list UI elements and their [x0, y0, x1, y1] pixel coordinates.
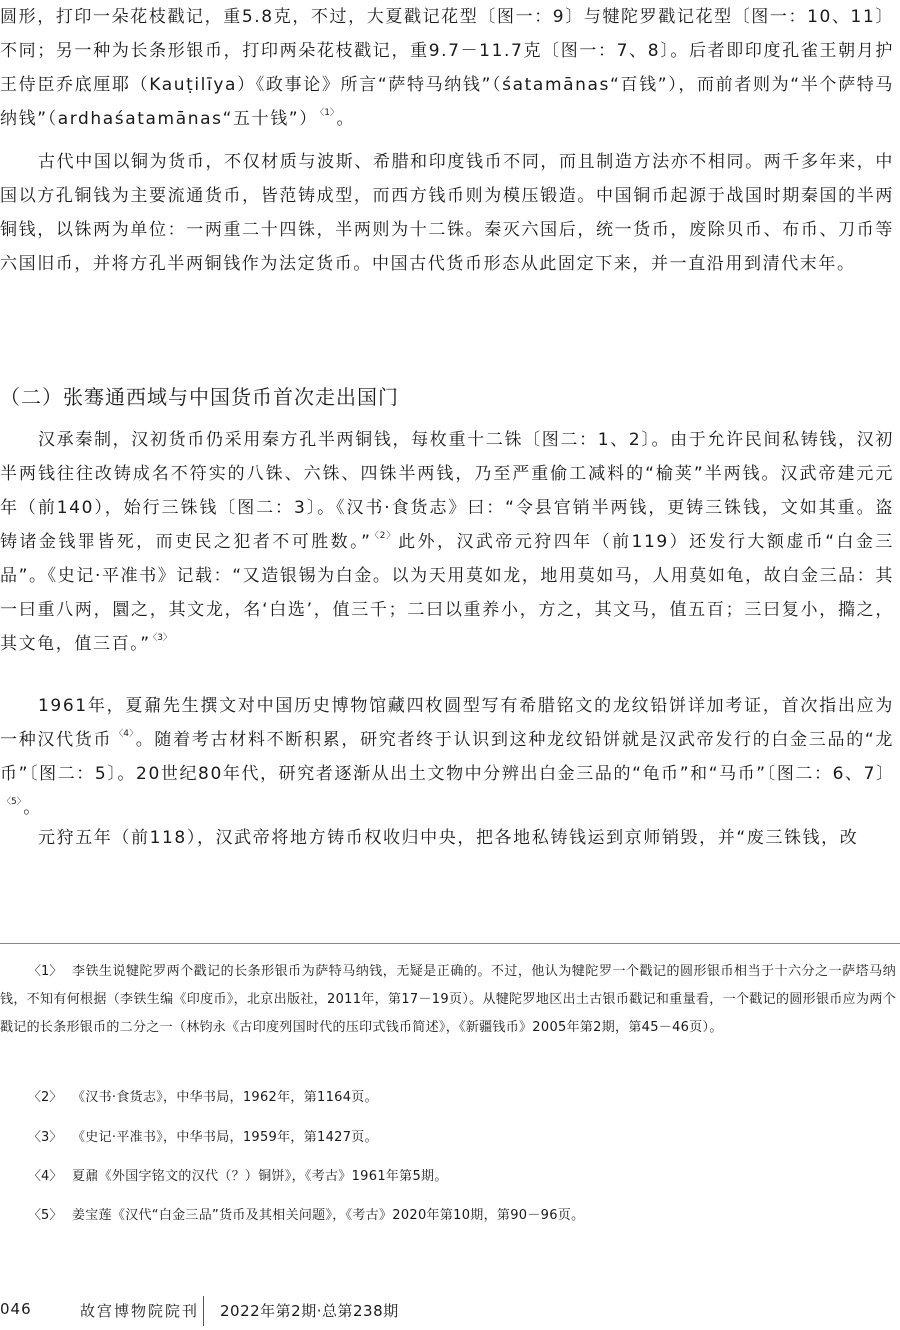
- footnote-1: [0, 958, 900, 1042]
- footnote-text: 《汉书·食货志》，中华书局，1962年，第1164页。: [72, 1090, 378, 1105]
- paragraph-1: [0, 0, 900, 136]
- footnote-ref-1[interactable]: 〈1〉: [319, 108, 335, 118]
- footer-divider: [203, 1296, 204, 1326]
- footnote-ref-5[interactable]: 〈5〉: [2, 797, 22, 807]
- paragraph-4: [0, 689, 900, 825]
- footnote-ref-3[interactable]: 〈3〉: [152, 633, 172, 643]
- footnote-divider: [0, 943, 900, 944]
- footnote-number: 〈5〉: [28, 1208, 63, 1223]
- paragraph-3-text-a: 汉承秦制，汉初货币仍采用秦方孔半两铜钱，每枚重十二铢〔图二：1、2〕。由于允许民间私铸钱，汉初半两钱往往改铸成名不符实的八铢、六铢、四铢半两钱，乃至严重偷工减料的“榆荚”半两钱。汉武帝建元元年（前140），始行三铢钱〔图二：3〕。《汉书·食货志》曰：“令县官销半两钱，更铸三铢钱，文如其重。盗铸诸金钱罪皆死，而吏民之犯者不可胜数。”: [0, 430, 894, 552]
- footnote-text: 夏鼐《外国字铭文的汉代（？）铜饼》，《考古》1961年第5期。: [72, 1169, 448, 1184]
- footnote-ref-4[interactable]: 〈4〉: [114, 729, 134, 739]
- paragraph-5: 元狩五年（前118），汉武帝将地方铸币权收归中央，把各地私铸钱运到京师销毁，并“废三铢钱，改: [38, 828, 859, 848]
- paragraph-1-tail: 。: [336, 109, 356, 129]
- paragraph-3: [0, 423, 900, 661]
- footnote-ref-2[interactable]: 〈2〉: [373, 531, 397, 541]
- paragraph-2: 古代中国以铜为货币，不仅材质与波斯、希腊和印度钱币不同，而且制造方法亦不相同。两千多年来，中国以方孔铜钱为主要流通货币，皆范铸成型，而西方钱币则为模压锻造。中国铜币起源于战国时期秦国的半两铜钱，以铢两为单位：一两重二十四铢，半两则为十二铢。秦灭六国后，统一货币，废除贝币、布币、刀币等六国旧币，并将方孔半两铜钱作为法定货币。中国古代货币形态从此固定下来，并一直沿用到清代末年。: [0, 152, 894, 274]
- footnote-5: [0, 1202, 900, 1230]
- paragraph-4-text-b: 。随着考古材料不断积累，研究者终于认识到这种龙纹铅饼就是汉武帝发行的白金三品的“龙币”〔图二：5〕。20世纪80年代，研究者逐渐从出土文物中分辨出白金三品的“龟币”和“马币”〔图二：6、7〕: [0, 730, 895, 784]
- footnote-2: [0, 1084, 900, 1112]
- footnote-number: 〈3〉: [28, 1130, 63, 1145]
- footnote-text: 《史记·平准书》，中华书局，1959年，第1427页。: [72, 1130, 378, 1145]
- paragraph-3-text-b: 此外，汉武帝元狩四年（前119）还发行大额虚币“白金三品”。《史记·平准书》记载：“又造银锡为白金。以为天用莫如龙，地用莫如马，人用莫如龟，故白金三品：其一曰重八两，圜之，其文龙，名‘白选’，值三千；二曰以重养小，方之，其文马，值五百；三曰复小，撱之，其文龟，值三百。”: [0, 532, 894, 654]
- footnote-text: 李铁生说犍陀罗两个戳记的长条形银币为萨特马纳钱，无疑是正确的。不过，他认为犍陀罗一个戳记的圆形银币相当于十六分之一萨塔马纳钱，不知有何根据（李铁生编《印度币》，北京出版社，2011年，第17－19页）。从犍陀罗地区出土古银币戳记和重量看，一个戳记的圆形银币应为两个戳记的长条形银币的二分之一（林钧永《古印度列国时代的压印式钱币简述》，《新疆钱币》2005年第2期，第45－46页）。: [0, 964, 896, 1035]
- journal-title: 故宫博物院院刊: [80, 1302, 200, 1320]
- issue-info: 2022年第2期·总第238期: [220, 1302, 399, 1320]
- page-number: 046: [0, 1300, 32, 1318]
- paragraph-4-tail: 。: [23, 798, 42, 818]
- paragraph-1-text: 圆形，打印一朵花枝戳记，重5.8克，不过，大夏戳记花型〔图一：9〕与犍陀罗戳记花型〔图一：10、11〕不同；另一种为长条形银币，打印两朵花枝戳记，重9.7－11.7克〔图一：7、8〕。后者即印度孔雀王朝月护王侍臣乔底厘耶（Kauṭilīya）《政事论》所言“萨特马纳钱”（śatamānas“百钱”），而前者则为“半个萨特马纳钱”（ardhaśatamānas“五十钱”）: [0, 7, 894, 129]
- footnote-number: 〈1〉: [28, 964, 63, 979]
- page-footer: [0, 1290, 900, 1330]
- footnote-text: 姜宝莲《汉代“白金三品”货币及其相关问题》，《考古》2020年第10期，第90－96页。: [72, 1208, 585, 1223]
- footnote-3: [0, 1124, 900, 1152]
- footnote-4: [0, 1163, 900, 1191]
- section-heading: （二）张骞通西域与中国货币首次走出国门: [0, 385, 399, 409]
- footnote-number: 〈4〉: [28, 1169, 63, 1184]
- footnote-number: 〈2〉: [28, 1090, 63, 1105]
- paragraph-4-text-a: 1961年，夏鼐先生撰文对中国历史博物馆藏四枚圆型写有希腊铭文的龙纹铅饼详加考证，首次指出应为一种汉代货币: [0, 696, 894, 750]
